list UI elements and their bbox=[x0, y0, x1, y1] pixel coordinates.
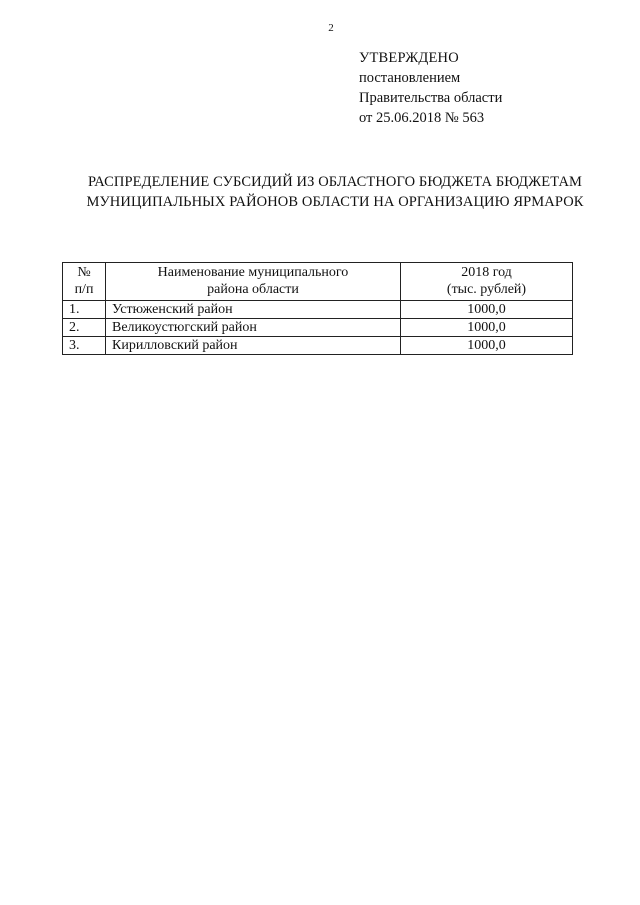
row-number: 2. bbox=[63, 319, 106, 337]
document-title bbox=[40, 172, 630, 212]
subsidy-table bbox=[62, 262, 573, 355]
table-header-row bbox=[63, 263, 573, 301]
row-number: 1. bbox=[63, 301, 106, 319]
header-amount bbox=[401, 263, 573, 301]
header-number-line-2: п/п bbox=[74, 282, 94, 297]
row-amount: 1000,0 bbox=[401, 319, 573, 337]
document-title-line-2: МУНИЦИПАЛЬНЫХ РАЙОНОВ ОБЛАСТИ НА ОРГАНИЗАЦИЮ ЯРМАРОК bbox=[86, 194, 584, 210]
approval-line-date: от 25.06.2018 № 563 bbox=[359, 110, 485, 126]
row-amount: 1000,0 bbox=[401, 301, 573, 319]
header-number-line-1: № bbox=[77, 265, 91, 280]
table-row bbox=[63, 319, 573, 337]
row-district-name: Великоустюгский район bbox=[106, 319, 401, 337]
approval-line-resolution: постановлением bbox=[359, 70, 461, 86]
approval-block bbox=[359, 48, 502, 128]
header-district-name-line-1: Наименование муниципального bbox=[157, 265, 349, 280]
header-amount-line-2: (тыс. рублей) bbox=[446, 282, 527, 297]
header-amount-line-1: 2018 год bbox=[461, 265, 512, 280]
row-amount: 1000,0 bbox=[401, 337, 573, 355]
header-district-name-line-2: района области bbox=[207, 282, 299, 297]
document-title-line-1: РАСПРЕДЕЛЕНИЕ СУБСИДИЙ ИЗ ОБЛАСТНОГО БЮДЖЕТА БЮДЖЕТАМ bbox=[87, 174, 583, 190]
table-row bbox=[63, 337, 573, 355]
page-number: 2 bbox=[328, 22, 334, 34]
table-row bbox=[63, 301, 573, 319]
row-district-name: Кирилловский район bbox=[106, 337, 401, 355]
header-district-name bbox=[106, 263, 401, 301]
subsidy-table-container bbox=[62, 262, 573, 355]
approval-line-government: Правительства области bbox=[359, 90, 503, 106]
header-number bbox=[63, 263, 106, 301]
row-number: 3. bbox=[63, 337, 106, 355]
row-district-name: Устюженский район bbox=[106, 301, 401, 319]
approval-stamp: УТВЕРЖДЕНО bbox=[359, 50, 459, 66]
